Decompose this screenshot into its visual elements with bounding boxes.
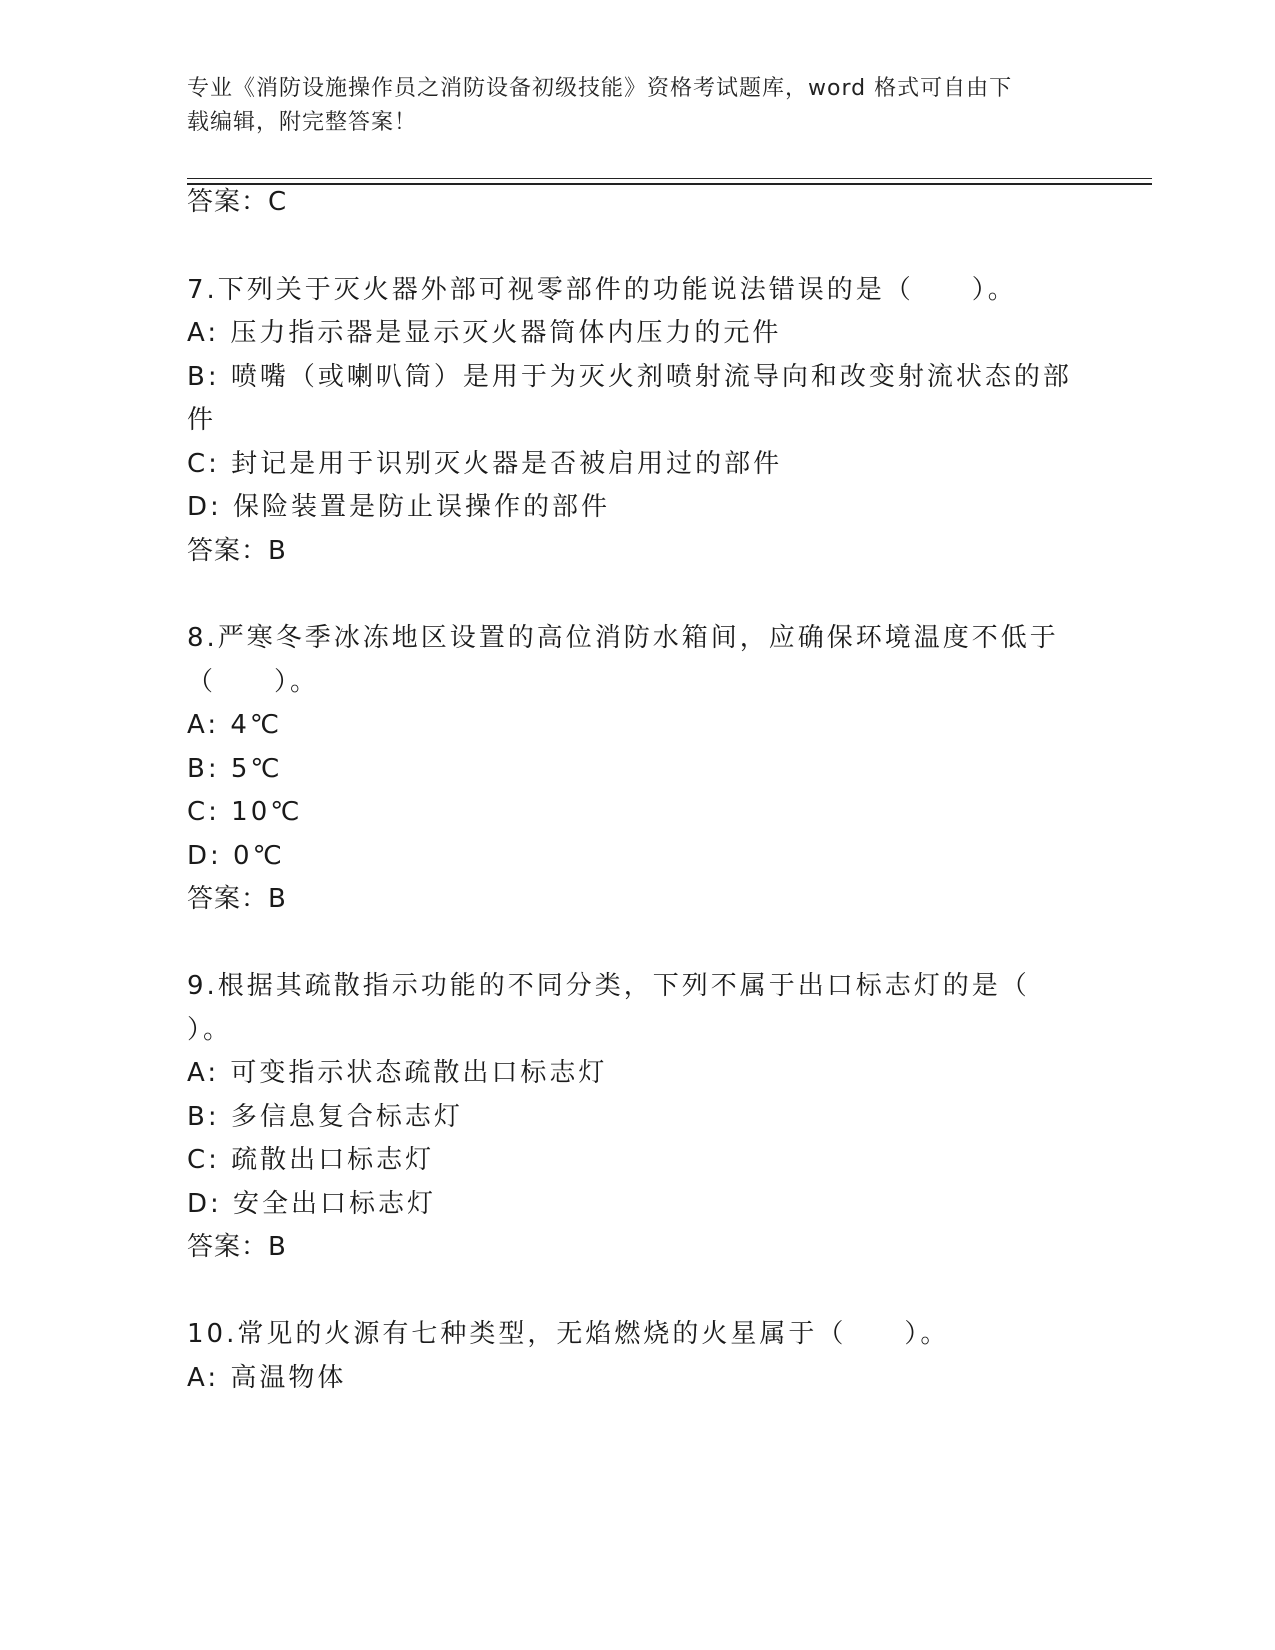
answer-q6: 答案：C (187, 187, 288, 217)
answer-q8: 答案：B (187, 884, 287, 914)
question-9-option-c: C: 疏散出口标志灯 (187, 1145, 435, 1175)
question-10-option-a: A: 高温物体 (187, 1363, 347, 1393)
question-8-option-c: C: 10℃ (187, 797, 303, 827)
question-9-option-d: D: 安全出口标志灯 (187, 1189, 437, 1219)
header-divider-thick (187, 183, 1152, 185)
header-line-2: 载编辑，附完整答案！ (187, 110, 418, 135)
question-10-text: 10.常见的火源有七种类型，无焰燃烧的火星属于（ ）。 (187, 1319, 950, 1349)
question-7-option-c: C: 封记是用于识别灭火器是否被启用过的部件 (187, 449, 783, 479)
answer-q7: 答案：B (187, 536, 287, 566)
question-8-option-b: B: 5℃ (187, 754, 283, 784)
question-8-option-a: A: 4℃ (187, 710, 283, 740)
question-7-text: 7.下列关于灭火器外部可视零部件的功能说法错误的是（ ）。 (187, 275, 1017, 305)
question-7-option-d: D: 保险装置是防止误操作的部件 (187, 492, 611, 522)
document-header (187, 72, 1067, 140)
question-8-option-d: D: 0℃ (187, 841, 285, 871)
question-7-option-b-line-1: B: 喷嘴（或喇叭筒）是用于为灭火剂喷射流导向和改变射流状态的部 (187, 362, 1072, 392)
question-9-text-line-1: 9.根据其疏散指示功能的不同分类，下列不属于出口标志灯的是（ (187, 971, 1030, 1001)
question-8-text-line-1: 8.严寒冬季冰冻地区设置的高位消防水箱间，应确保环境温度不低于 (187, 623, 1059, 653)
question-9-option-a: A: 可变指示状态疏散出口标志灯 (187, 1058, 608, 1088)
header-line-1: 专业《消防设施操作员之消防设备初级技能》资格考试题库，word 格式可自由下 (187, 76, 1013, 101)
header-divider-thin (187, 178, 1152, 179)
question-7-option-b-line-2: 件 (187, 405, 217, 435)
question-9-option-b: B: 多信息复合标志灯 (187, 1102, 463, 1132)
question-7-option-a: A: 压力指示器是显示灭火器筒体内压力的元件 (187, 318, 782, 348)
question-8-text-line-2: （ ）。 (187, 667, 320, 697)
question-9-text-line-2: ）。 (187, 1015, 233, 1045)
answer-q9: 答案：B (187, 1232, 287, 1262)
